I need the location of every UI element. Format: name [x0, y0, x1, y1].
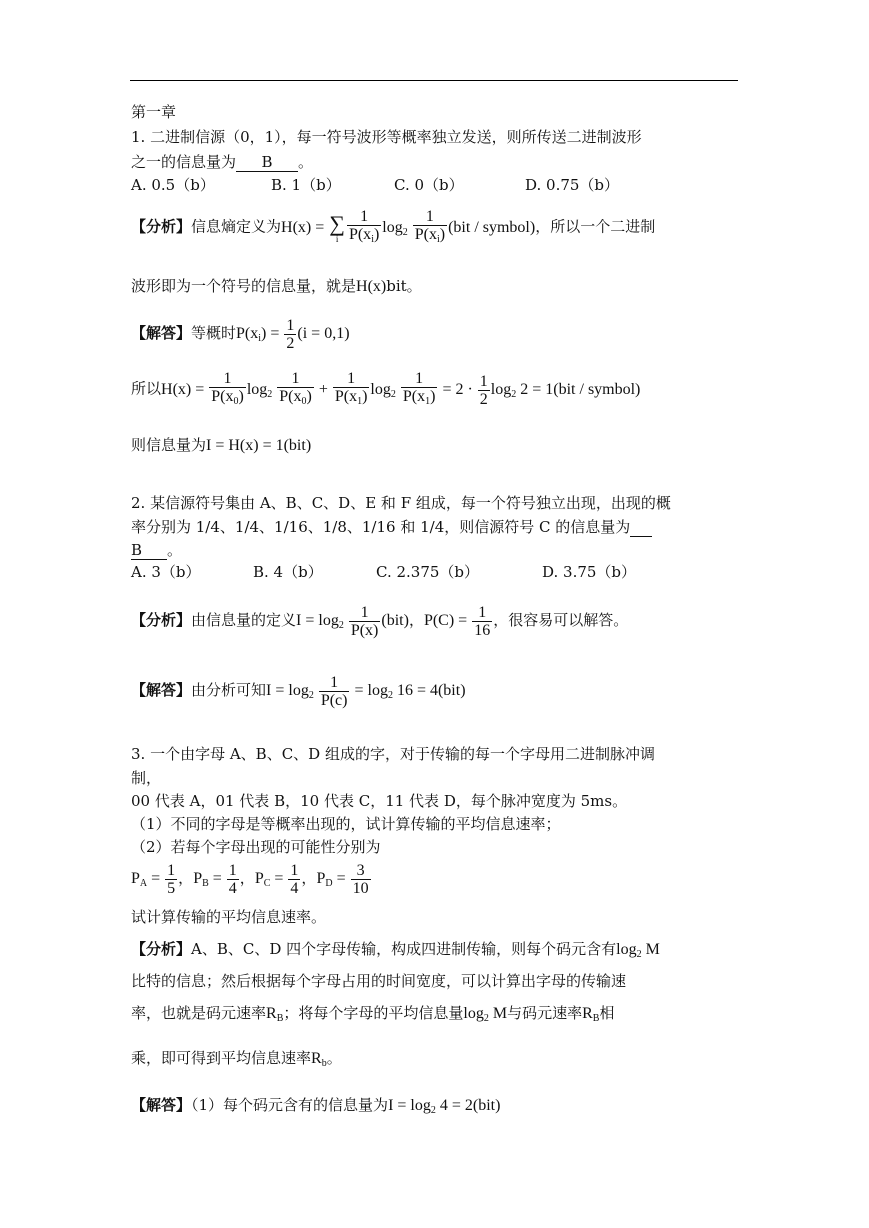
- q2-option-d: D. 3.75（b）: [542, 563, 637, 581]
- q2-analysis: 【分析】由信息量的定义$I = \log_2$ $\frac{1}{P(x)}$ (bit)，P(C) = $\frac{1}{16}$ ，很容易可以解答。: [131, 604, 629, 639]
- q3-text-line1: 3. 一个由字母 A、B、C、D 组成的字，对于传输的每一个字母用二进制脉冲调: [131, 745, 655, 763]
- q1-text-line1: 1. 二进制信源（0，1），每一符号波形等概率独立发送，则所传送二进制波形: [131, 128, 642, 146]
- q3-analysis-line4: 乘，即可得到平均信息速率$R_b$。: [131, 1049, 342, 1069]
- q2-options: [131, 563, 636, 581]
- entropy-formula: H(x) = ∑ i $\frac{1}{P(x_i)}$ $\log_2$ $\frac{1}{P(x_i)}$ (bit / symbol): [281, 208, 536, 245]
- q3-analysis-line2: 比特的信息；然后根据每个字母占用的时间宽度，可以计算出字母的传输速: [131, 972, 627, 990]
- q3-text-line6: 试计算传输的平均信息速率。: [131, 908, 327, 926]
- q2-answer: B: [131, 541, 167, 560]
- q2-solution: 【解答】由分析可知$I = \log_2$ $\frac{1}{P(c)}$ = $\log_2 16 = 4(bit)$: [131, 674, 466, 709]
- q3-text-line4: （1）不同的字母是等概率出现的，试计算传输的平均信息速率；: [131, 815, 561, 833]
- q3-probabilities: $P_A$ = $\frac{1}{5}$ ，$P_B$ = $\frac{1}{4}$ ，$P_C$ = $\frac{1}{4}$ ，$P_D$ = $\frac{3}{10}$: [131, 862, 369, 897]
- q1-option-c: C. 0（b）: [394, 176, 464, 194]
- q2-option-b: B. 4（b）: [253, 563, 323, 581]
- q3-solution: 【解答】（1）每个码元含有的信息量为$I = \log_2 4 = 2(bit)$: [131, 1096, 501, 1116]
- q1-option-a: A. 0.5（b）: [131, 176, 215, 194]
- q1-option-d: D. 0.75（b）: [525, 176, 620, 194]
- q1-text-line2: 之一的信息量为 B 。: [131, 153, 314, 171]
- q2-text-line1: 2. 某信源符号集由 A、B、C、D、E 和 F 组成，每一个符号独立出现，出现的概: [131, 494, 671, 512]
- q3-text-line3: 00 代表 A，01 代表 B，10 代表 C，11 代表 D，每个脉冲宽度为 5ms。: [131, 792, 628, 810]
- q2-text-line3: B 。: [131, 541, 183, 559]
- q3-analysis-line1: 【分析】A、B、C、D 四个字母传输，构成四进制传输，则每个码元含有$\log_2 M$: [131, 940, 660, 960]
- q1-option-b: B. 1（b）: [271, 176, 341, 194]
- q1-answer: B: [236, 153, 298, 172]
- q1-solution-line3: 则信息量为I = H(x) = 1(bit): [131, 436, 312, 454]
- q3-analysis-line3: 率，也就是码元速率$R_B$；将每个字母的平均信息量$\log_2 M$与码元速率$R_B$相: [131, 1004, 615, 1024]
- q1-solution: 【解答】等概时$P(x_i)$ = $\frac{1}{2}$ (i = 0,1): [131, 317, 350, 352]
- q1-options: [131, 176, 619, 194]
- q3-text-line2: 制，: [131, 769, 162, 787]
- q2-option-c: C. 2.375（b）: [376, 563, 480, 581]
- q1-analysis-line2: 波形即为一个符号的信息量，就是H(x)bit。: [131, 277, 422, 295]
- q1-analysis: 【分析】信息熵定义为H(x) = ∑ i $\frac{1}{P(x_i)}$ $\log_2$ $\frac{1}{P(x_i)}$ (bit / symbol)，所以一个二进制: [131, 208, 656, 245]
- q1-solution-line2: 所以H(x) = $\frac{1}{P(x_0)}$ $\log_2$ $\frac{1}{P(x_0)}$ + $\frac{1}{P(x_1)}$ $\log_2$ $\frac{1}{P(x_1)}$ = 2 · $\frac{1}{2}$ $\log_2 2 = 1(bit$ / symbol): [131, 370, 641, 408]
- q3-text-line5: （2）若每个字母出现的可能性分别为: [131, 838, 381, 856]
- q2-option-a: A. 3（b）: [131, 563, 201, 581]
- header-rule: [130, 80, 738, 81]
- chapter-heading: 第一章: [131, 103, 177, 121]
- q2-text-line2: 率分别为 1/4、1/4、1/16、1/8、1/16 和 1/4，则信源符号 C 的信息量为: [131, 518, 652, 537]
